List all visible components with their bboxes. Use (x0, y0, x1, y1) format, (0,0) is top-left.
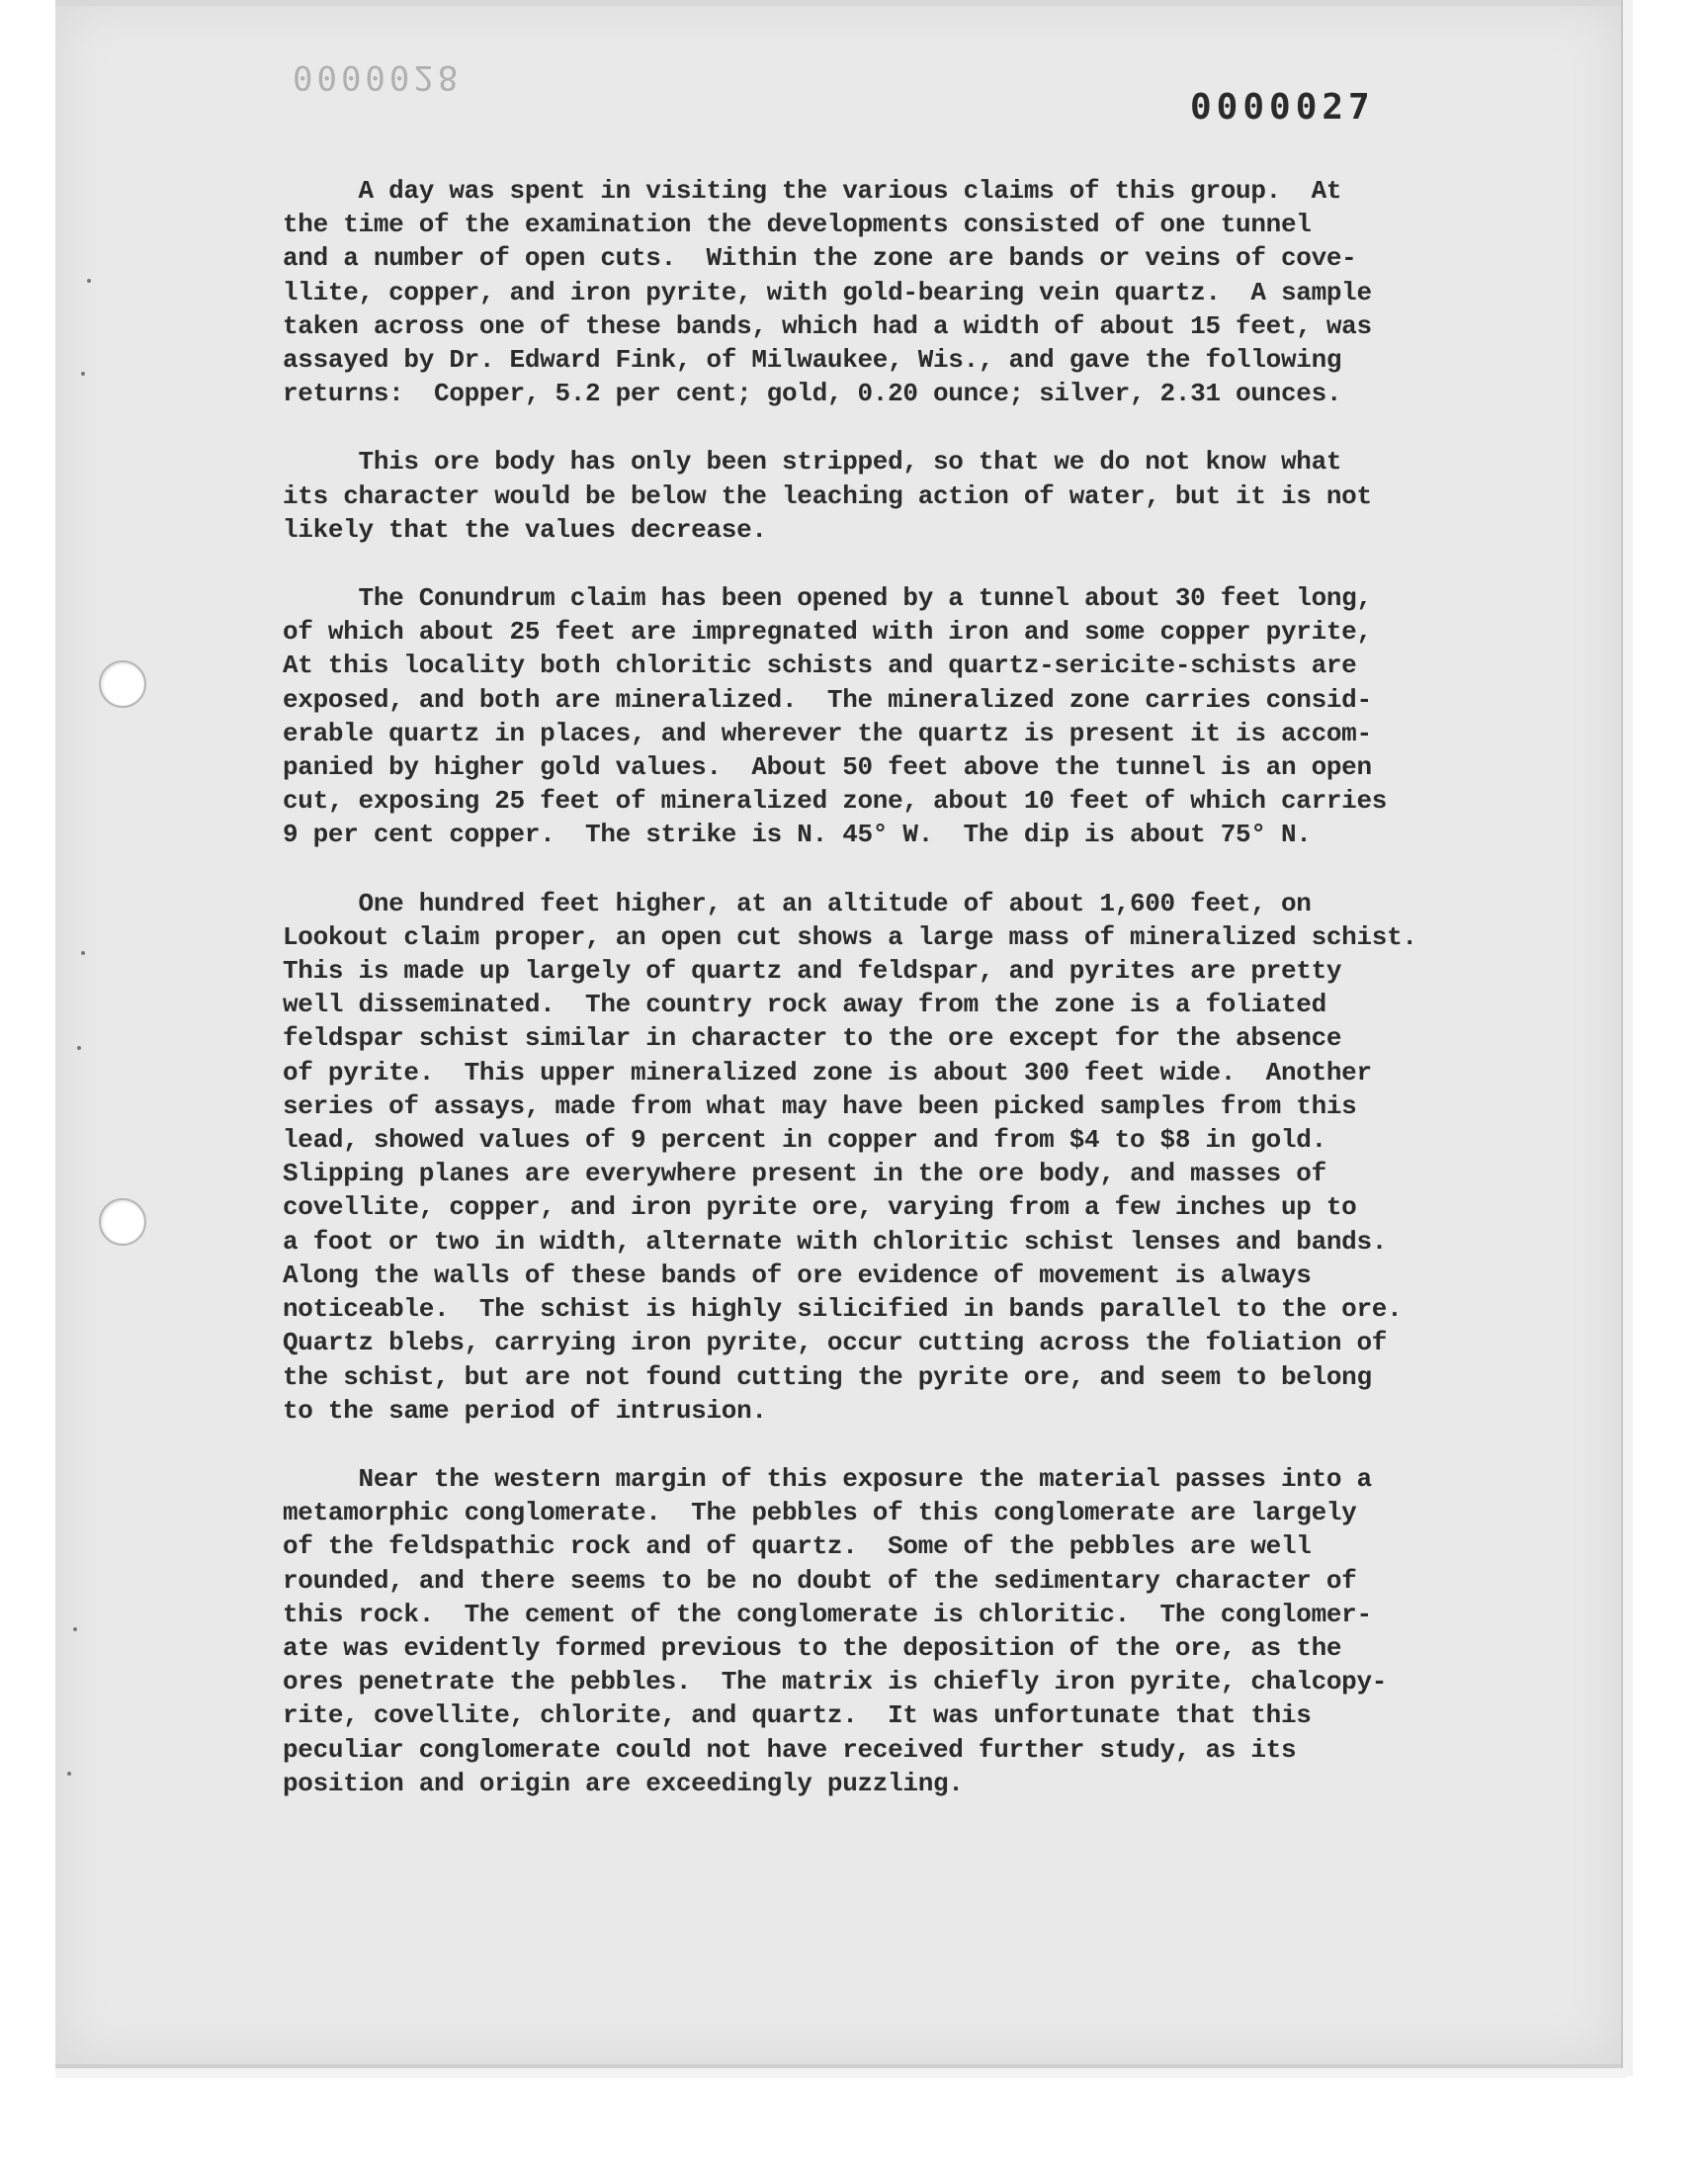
text-line: At this locality both chloritic schists and quartz-sericite-schists are (283, 651, 1357, 681)
page-right-edge (1621, 0, 1633, 2076)
text-line: erable quartz in places, and wherever the quartz is present it is accom- (283, 718, 1372, 748)
paragraph-1 (283, 174, 1528, 410)
scan-speck (77, 1046, 81, 1050)
scan-speck (81, 372, 85, 376)
text-line: of the feldspathic rock and of quartz. Some of the pebbles are well (283, 1531, 1312, 1562)
scan-speck (67, 1772, 71, 1776)
bleed-through-number: 0000028 (293, 57, 463, 97)
page-top-edge (55, 0, 1621, 6)
text-line: 9 per cent copper. The strike is N. 45° W. The dip is about 75° N. (283, 820, 1312, 850)
text-line: well disseminated. The country rock away from the zone is a foliated (283, 990, 1326, 1020)
text-line: series of assays, made from what may have been picked samples from this (283, 1090, 1357, 1121)
text-line: Along the walls of these bands of ore evidence of movement is always (283, 1260, 1312, 1290)
text-line: position and origin are exceedingly puzzling. (283, 1768, 964, 1798)
text-line: its character would be below the leaching action of water, but it is not (283, 480, 1372, 511)
text-line: rite, covellite, chlorite, and quartz. It was unfortunate that this (283, 1700, 1312, 1731)
text-line: to the same period of intrusion. (283, 1395, 767, 1426)
text-line: feldspar schist similar in character to the ore except for the absence (283, 1023, 1342, 1054)
paragraph-5 (283, 1462, 1528, 1800)
text-line: returns: Copper, 5.2 per cent; gold, 0.20 ounce; silver, 2.31 ounces. (283, 379, 1342, 409)
text-line: One hundred feet higher, at an altitude of about 1,600 feet, on (283, 888, 1312, 918)
body-text (283, 174, 1528, 1835)
text-line: covellite, copper, and iron pyrite ore, varying from a few inches up to (283, 1192, 1357, 1223)
text-line: of which about 25 feet are impregnated with iron and some copper pyrite, (283, 617, 1372, 648)
text-line: the schist, but are not found cutting the pyrite ore, and seem to belong (283, 1361, 1372, 1392)
text-line: ate was evidently formed previous to the deposition of the ore, as the (283, 1632, 1342, 1663)
text-line: metamorphic conglomerate. The pebbles of this conglomerate are largely (283, 1498, 1357, 1528)
text-line: llite, copper, and iron pyrite, with gold-bearing vein quartz. A sample (283, 277, 1372, 307)
text-line: likely that the values decrease. (283, 514, 767, 545)
text-line: Lookout claim proper, an open cut shows a large mass of mineralized schist. (283, 921, 1417, 952)
text-line: assayed by Dr. Edward Fink, of Milwaukee, Wis., and gave the following (283, 345, 1342, 376)
punch-hole-lower (99, 1198, 146, 1246)
text-line: exposed, and both are mineralized. The mineralized zone carries consid- (283, 684, 1372, 715)
text-line: of pyrite. This upper mineralized zone is about 300 feet wide. Another (283, 1057, 1372, 1088)
text-line: noticeable. The schist is highly silicified in bands parallel to the ore. (283, 1294, 1403, 1325)
text-line: lead, showed values of 9 percent in copper and from $4 to $8 in gold. (283, 1125, 1326, 1156)
scan-speck (73, 1627, 77, 1631)
paragraph-2 (283, 445, 1528, 547)
text-line: This ore body has only been stripped, so that we do not know what (283, 447, 1342, 478)
text-line: taken across one of these bands, which had a width of about 15 feet, was (283, 310, 1372, 341)
text-line: rounded, and there seems to be no doubt of the sedimentary character of (283, 1565, 1357, 1596)
text-line: A day was spent in visiting the various claims of this group. At (283, 176, 1342, 206)
text-line: peculiar conglomerate could not have received further study, as its (283, 1734, 1297, 1765)
text-line: Slipping planes are everywhere present in the ore body, and masses of (283, 1159, 1326, 1189)
text-line: a foot or two in width, alternate with chloritic schist lenses and bands. (283, 1226, 1388, 1257)
text-line: ores penetrate the pebbles. The matrix is chiefly iron pyrite, chalcopy- (283, 1667, 1388, 1697)
scan-speck (87, 279, 91, 283)
text-line: Near the western margin of this exposure the material passes into a (283, 1463, 1372, 1494)
paragraph-4 (283, 887, 1528, 1428)
punch-hole-upper (99, 660, 146, 708)
paragraph-3 (283, 581, 1528, 852)
page-bottom-edge (55, 2068, 1627, 2078)
text-line: panied by higher gold values. About 50 feet above the tunnel is an open (283, 752, 1372, 783)
text-line: the time of the examination the developments consisted of one tunnel (283, 210, 1312, 240)
text-line: The Conundrum claim has been opened by a tunnel about 30 feet long, (283, 583, 1372, 614)
text-line: this rock. The cement of the conglomerate is chloritic. The conglomer- (283, 1599, 1372, 1629)
scan-speck (81, 951, 85, 955)
text-line: This is made up largely of quartz and feldspar, and pyrites are pretty (283, 956, 1342, 987)
page-number: 0000027 (1190, 87, 1375, 128)
text-line: cut, exposing 25 feet of mineralized zone, about 10 feet of which carries (283, 786, 1388, 817)
text-line: and a number of open cuts. Within the zone are bands or veins of cove- (283, 243, 1357, 274)
text-line: Quartz blebs, carrying iron pyrite, occur cutting across the foliation of (283, 1328, 1388, 1358)
